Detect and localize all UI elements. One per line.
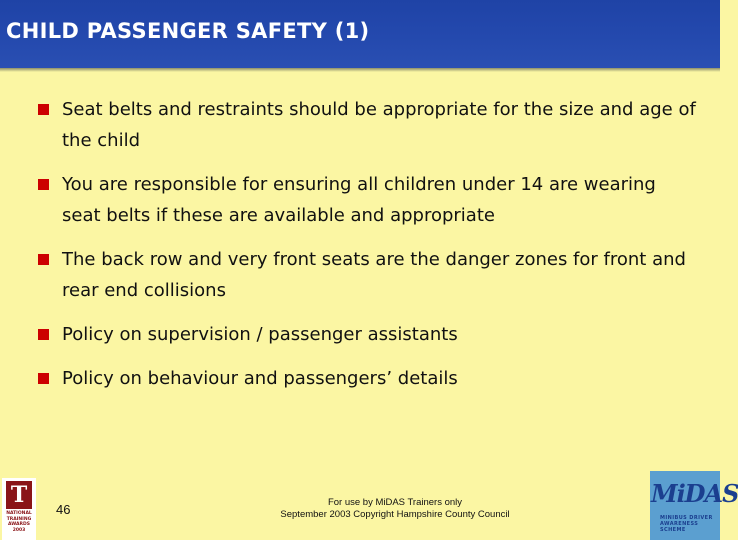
award-line: 2003 [12,527,26,533]
slide-title: CHILD PASSENGER SAFETY (1) [6,19,370,43]
square-bullet-icon [38,104,49,115]
midas-wordmark: MiDAS [651,479,738,508]
bullet-item [38,319,698,350]
bullet-text: Seat belts and restraints should be appropriate for the size and age of the child [62,99,696,151]
square-bullet-icon [38,329,49,340]
bullet-item [38,169,698,231]
midas-subtitle-line: AWARENESS SCHEME [660,521,699,533]
bullet-list [38,94,698,394]
title-bar-shadow [0,68,720,72]
national-training-awards-logo [2,478,36,540]
bullet-item [38,363,698,394]
square-bullet-icon [38,373,49,384]
midas-subtitle [660,515,718,533]
award-line: AWARDS [8,522,30,527]
midas-subtitle-line: MINIBUS DRIVER [660,515,713,521]
midas-logo [650,471,738,540]
square-bullet-icon [38,254,49,265]
page-number: 46 [56,502,71,517]
square-bullet-icon [38,179,49,190]
bullet-item [38,94,698,156]
award-line: TRAINING [6,516,32,522]
award-letter: T [6,481,32,509]
bullet-item [38,244,698,306]
bullet-text: The back row and very front seats are the danger zones for front and rear end collisions [62,249,686,301]
bullet-text: You are responsible for ensuring all children under 14 are wearing seat belts if these are available and appropriate [62,174,656,226]
award-line: NATIONAL [6,511,32,516]
award-text [3,511,35,533]
bullet-text: Policy on behaviour and passengers’ details [62,368,458,389]
footer-note-line: For use by MiDAS Trainers only [327,497,463,508]
footer-note [245,497,545,521]
title-bar [0,0,720,68]
bullet-text: Policy on supervision / passenger assistants [62,324,458,345]
footer-note-line: September 2003 Copyright Hampshire County Council [280,509,510,520]
